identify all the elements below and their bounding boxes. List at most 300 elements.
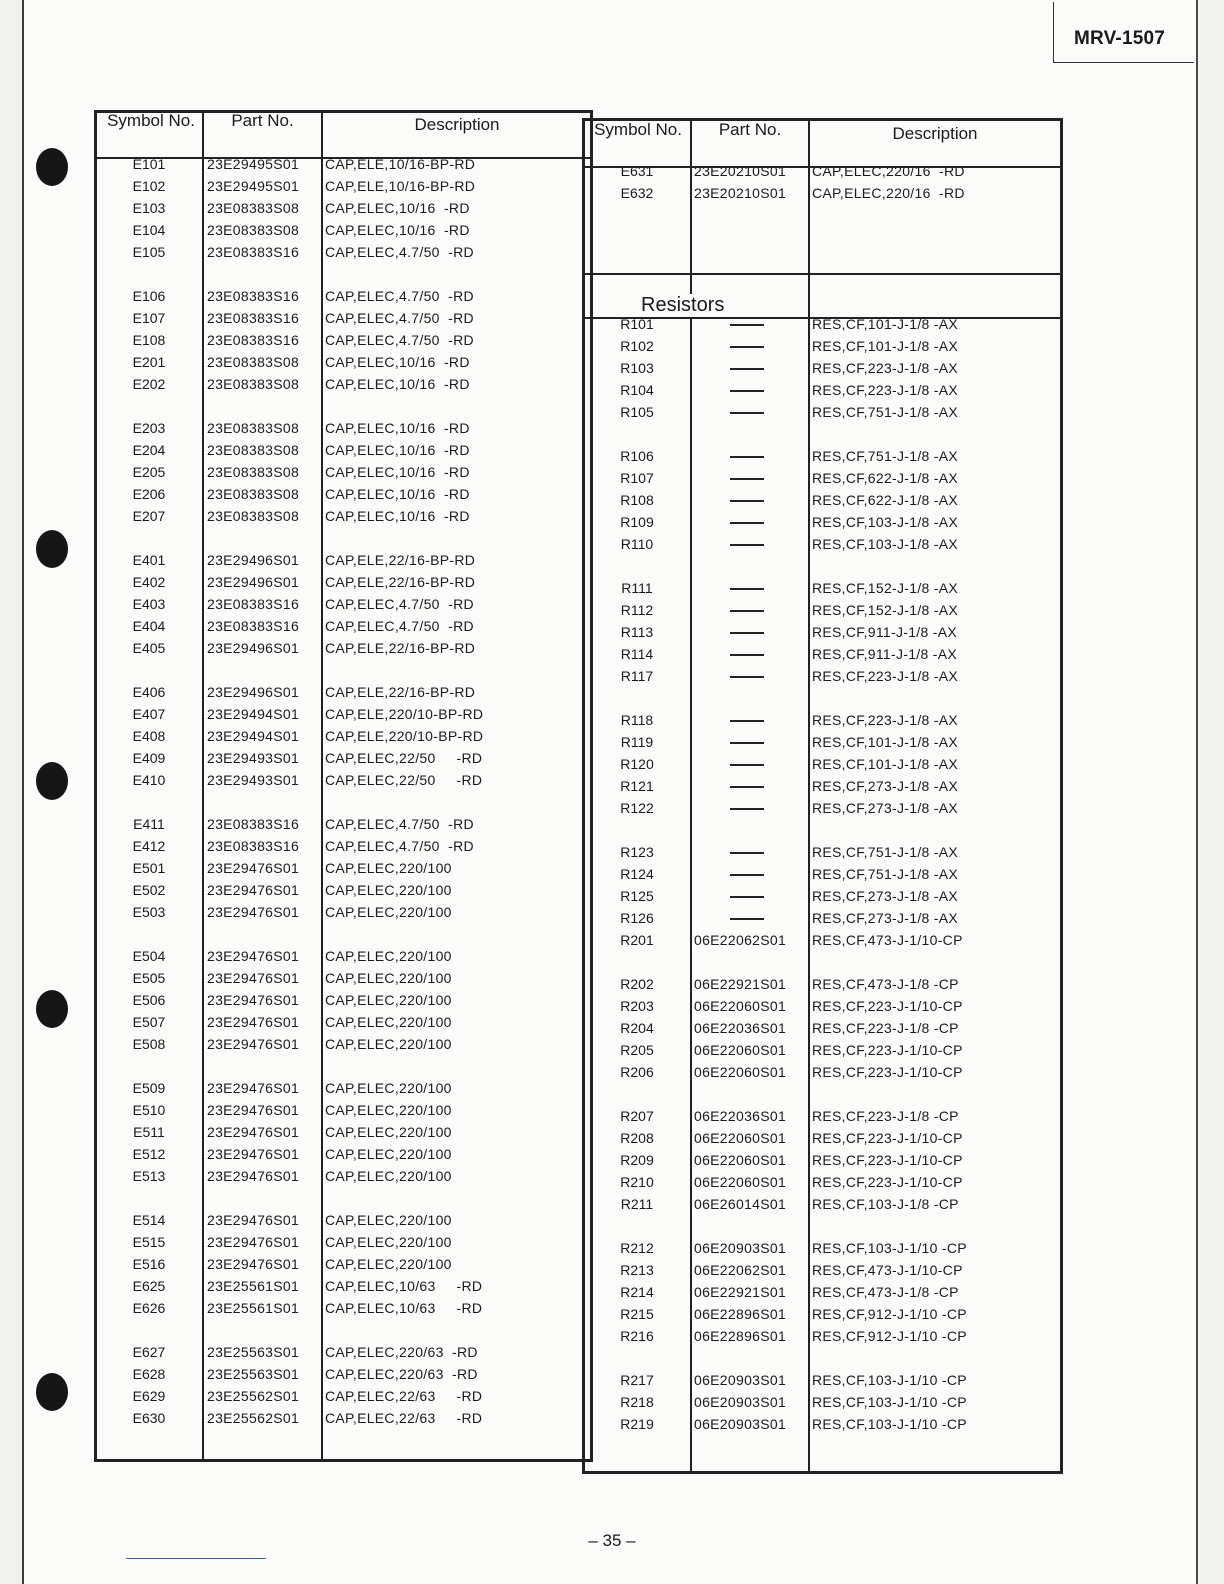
symbol-no: R126 — [620, 910, 654, 926]
symbol-no: E205 — [132, 464, 166, 480]
part-no: 23E08383S08 — [207, 222, 300, 238]
table-row — [585, 445, 1060, 467]
symbol-no: R109 — [620, 514, 654, 530]
table-row — [97, 879, 590, 901]
page-right-edge — [1196, 0, 1224, 1584]
symbol-no: E626 — [132, 1300, 166, 1316]
description: CAP,ELEC,4.7/50 -RD — [325, 244, 474, 260]
symbol-no: E103 — [132, 200, 166, 216]
table-row — [585, 1061, 1060, 1083]
part-no: 06E20903S01 — [694, 1372, 787, 1388]
symbol-no: E412 — [132, 838, 166, 854]
symbol-no: E502 — [132, 882, 166, 898]
symbol-no: E107 — [132, 310, 166, 326]
table-row — [97, 1033, 590, 1055]
symbol-no: E106 — [132, 288, 166, 304]
table-row — [585, 973, 1060, 995]
part-no: 23E29476S01 — [207, 860, 300, 876]
description: CAP,ELEC,220/100 — [325, 1080, 452, 1096]
part-no: 23E25562S01 — [207, 1410, 300, 1426]
table-row — [585, 401, 1060, 423]
description: CAP,ELEC,4.7/50 -RD — [325, 332, 474, 348]
description: CAP,ELE,10/16-BP-RD — [325, 156, 476, 172]
symbol-no: R216 — [620, 1328, 654, 1344]
symbol-no: R104 — [620, 382, 654, 398]
part-no: 23E08383S08 — [207, 376, 300, 392]
table-row — [585, 1325, 1060, 1347]
description: CAP,ELEC,10/16 -RD — [325, 420, 470, 436]
description: CAP,ELEC,220/63 -RD — [325, 1344, 478, 1360]
binder-hole — [36, 530, 68, 568]
table-row — [585, 1281, 1060, 1303]
table-row — [585, 1193, 1060, 1215]
symbol-no: E105 — [132, 244, 166, 260]
table-row — [585, 160, 1060, 182]
part-no: 06E22921S01 — [694, 976, 787, 992]
description: RES,CF,223-J-1/8 -AX — [812, 382, 959, 398]
symbol-no: R122 — [620, 800, 654, 816]
part-no: 23E29494S01 — [207, 728, 300, 744]
symbol-no: R205 — [620, 1042, 654, 1058]
part-no: 06E20903S01 — [694, 1240, 787, 1256]
symbol-no: R219 — [620, 1416, 654, 1432]
symbol-no: R108 — [620, 492, 654, 508]
part-no: 23E08383S16 — [207, 596, 300, 612]
no-part-dash — [730, 676, 764, 678]
description: CAP,ELEC,4.7/50 -RD — [325, 838, 474, 854]
part-no: 06E22060S01 — [694, 1174, 787, 1190]
table-row — [585, 511, 1060, 533]
part-no: 23E29476S01 — [207, 1036, 300, 1052]
model-number-box — [1053, 2, 1194, 63]
symbol-no: E625 — [132, 1278, 166, 1294]
symbol-no: E405 — [132, 640, 166, 656]
description: CAP,ELE,22/16-BP-RD — [325, 574, 476, 590]
part-no: 23E29496S01 — [207, 574, 300, 590]
table-row — [585, 313, 1060, 335]
table-row — [585, 1039, 1060, 1061]
no-part-dash — [730, 346, 764, 348]
symbol-no: E101 — [132, 156, 166, 172]
part-no: 23E29476S01 — [207, 904, 300, 920]
part-no: 23E29495S01 — [207, 156, 300, 172]
symbol-no: R120 — [620, 756, 654, 772]
description: CAP,ELEC,220/100 — [325, 948, 452, 964]
description: CAP,ELEC,22/50 -RD — [325, 750, 483, 766]
part-no: 23E29493S01 — [207, 772, 300, 788]
part-no: 06E20903S01 — [694, 1394, 787, 1410]
table-row — [97, 813, 590, 835]
no-part-dash — [730, 764, 764, 766]
section-title-resistors: Resistors — [637, 294, 728, 317]
part-no: 23E08383S08 — [207, 508, 300, 524]
symbol-no: R123 — [620, 844, 654, 860]
symbol-no: E505 — [132, 970, 166, 986]
description: CAP,ELEC,220/100 — [325, 1014, 452, 1030]
footer-mark — [126, 1558, 266, 1559]
part-no: 23E08383S16 — [207, 838, 300, 854]
table-row — [585, 841, 1060, 863]
description: CAP,ELEC,220/100 — [325, 1036, 452, 1052]
no-part-dash — [730, 324, 764, 326]
table-row — [97, 725, 590, 747]
symbol-no: R203 — [620, 998, 654, 1014]
description: RES,CF,911-J-1/8 -AX — [812, 646, 958, 662]
symbol-no: E202 — [132, 376, 166, 392]
part-no: 06E22062S01 — [694, 932, 787, 948]
symbol-no: R110 — [620, 536, 654, 552]
description: CAP,ELEC,4.7/50 -RD — [325, 310, 474, 326]
table-row — [585, 1017, 1060, 1039]
part-no: 06E22060S01 — [694, 1130, 787, 1146]
description: CAP,ELEC,220/100 — [325, 1168, 452, 1184]
description: RES,CF,751-J-1/8 -AX — [812, 866, 959, 882]
description: CAP,ELE,22/16-BP-RD — [325, 552, 476, 568]
description: CAP,ELEC,220/100 — [325, 904, 452, 920]
part-no: 23E29476S01 — [207, 1146, 300, 1162]
part-no: 23E25562S01 — [207, 1388, 300, 1404]
description: RES,CF,273-J-1/8 -AX — [812, 778, 959, 794]
description: CAP,ELEC,220/100 — [325, 970, 452, 986]
symbol-no: R207 — [620, 1108, 654, 1124]
table-row — [97, 703, 590, 725]
symbol-no: E402 — [132, 574, 166, 590]
symbol-no: R101 — [620, 316, 654, 332]
symbol-no: R204 — [620, 1020, 654, 1036]
symbol-no: E203 — [132, 420, 166, 436]
no-part-dash — [730, 632, 764, 634]
description: RES,CF,911-J-1/8 -AX — [812, 624, 958, 640]
part-no: 23E29476S01 — [207, 1014, 300, 1030]
symbol-no: E509 — [132, 1080, 166, 1096]
description: RES,CF,751-J-1/8 -AX — [812, 404, 959, 420]
description: RES,CF,152-J-1/8 -AX — [812, 602, 959, 618]
part-no: 23E29476S01 — [207, 992, 300, 1008]
part-no: 23E20210S01 — [694, 185, 787, 201]
table-row — [97, 967, 590, 989]
symbol-no: E404 — [132, 618, 166, 634]
model-number: MRV-1507 — [1074, 28, 1166, 49]
description: CAP,ELEC,220/100 — [325, 1234, 452, 1250]
description: RES,CF,103-J-1/10 -CP — [812, 1416, 967, 1432]
no-part-dash — [730, 368, 764, 370]
symbol-no: E503 — [132, 904, 166, 920]
symbol-no: E407 — [132, 706, 166, 722]
description: RES,CF,223-J-1/10-CP — [812, 1130, 963, 1146]
description: RES,CF,751-J-1/8 -AX — [812, 844, 959, 860]
table-row — [97, 945, 590, 967]
table-row — [585, 357, 1060, 379]
part-no: 23E08383S08 — [207, 200, 300, 216]
no-part-dash — [730, 390, 764, 392]
description: CAP,ELEC,220/100 — [325, 1256, 452, 1272]
description: RES,CF,273-J-1/8 -AX — [812, 888, 959, 904]
description: CAP,ELE,10/16-BP-RD — [325, 178, 476, 194]
part-no: 23E08383S16 — [207, 332, 300, 348]
part-no: 23E29494S01 — [207, 706, 300, 722]
table-row — [585, 1259, 1060, 1281]
part-no: 23E08383S08 — [207, 464, 300, 480]
part-no: 23E25563S01 — [207, 1366, 300, 1382]
no-part-dash — [730, 412, 764, 414]
section-rule — [585, 273, 1060, 275]
symbol-no: E408 — [132, 728, 166, 744]
symbol-no: E627 — [132, 1344, 166, 1360]
symbol-no: R212 — [620, 1240, 654, 1256]
symbol-no: E104 — [132, 222, 166, 238]
table-row — [97, 1143, 590, 1165]
table-row — [97, 1297, 590, 1319]
symbol-no: E515 — [132, 1234, 166, 1250]
no-part-dash — [730, 522, 764, 524]
part-no: 23E29476S01 — [207, 1168, 300, 1184]
symbol-no: R114 — [620, 646, 654, 662]
description: RES,CF,103-J-1/8 -CP — [812, 1196, 959, 1212]
symbol-no: R210 — [620, 1174, 654, 1190]
symbol-no: E630 — [132, 1410, 166, 1426]
symbol-no: E504 — [132, 948, 166, 964]
table-row — [97, 637, 590, 659]
header-description: Description — [892, 124, 978, 143]
part-no: 06E22060S01 — [694, 1152, 787, 1168]
table-row — [97, 1011, 590, 1033]
symbol-no: R124 — [620, 866, 654, 882]
symbol-no: E506 — [132, 992, 166, 1008]
header-part-no: Part No. — [231, 111, 294, 130]
symbol-no: R117 — [620, 668, 654, 684]
table-row — [585, 1171, 1060, 1193]
description: RES,CF,223-J-1/10-CP — [812, 998, 963, 1014]
table-row — [97, 483, 590, 505]
table-row — [585, 731, 1060, 753]
description: CAP,ELEC,10/16 -RD — [325, 442, 470, 458]
description: CAP,ELEC,220/100 — [325, 860, 452, 876]
no-part-dash — [730, 852, 764, 854]
table-row — [585, 1127, 1060, 1149]
table-row — [97, 461, 590, 483]
description: CAP,ELEC,4.7/50 -RD — [325, 288, 474, 304]
table-row — [97, 439, 590, 461]
table-row — [585, 599, 1060, 621]
description: RES,CF,273-J-1/8 -AX — [812, 800, 959, 816]
symbol-no: R218 — [620, 1394, 654, 1410]
table-row — [585, 1105, 1060, 1127]
no-part-dash — [730, 720, 764, 722]
part-no: 23E29476S01 — [207, 970, 300, 986]
description: CAP,ELEC,220/100 — [325, 1102, 452, 1118]
table-row — [97, 175, 590, 197]
part-no: 06E22062S01 — [694, 1262, 787, 1278]
table-row — [97, 1121, 590, 1143]
table-row — [585, 709, 1060, 731]
symbol-no: R112 — [620, 602, 654, 618]
symbol-no: R119 — [620, 734, 654, 750]
table-row — [585, 533, 1060, 555]
description: RES,CF,101-J-1/8 -AX — [812, 338, 959, 354]
description: RES,CF,473-J-1/10-CP — [812, 1262, 963, 1278]
symbol-no: R121 — [620, 778, 654, 794]
table-row — [97, 197, 590, 219]
part-no: 06E22060S01 — [694, 1064, 787, 1080]
symbol-no: E628 — [132, 1366, 166, 1382]
symbol-no: E632 — [620, 185, 654, 201]
parts-table-right — [582, 118, 1063, 1474]
symbol-no: E409 — [132, 750, 166, 766]
table-row — [585, 1413, 1060, 1435]
description: CAP,ELEC,220/16 -RD — [812, 185, 965, 201]
description: RES,CF,223-J-1/8 -AX — [812, 712, 959, 728]
description: CAP,ELEC,22/50 -RD — [325, 772, 483, 788]
binder-hole — [36, 990, 68, 1028]
no-part-dash — [730, 654, 764, 656]
part-no: 23E08383S16 — [207, 310, 300, 326]
description: CAP,ELEC,4.7/50 -RD — [325, 816, 474, 832]
table-row — [97, 1165, 590, 1187]
symbol-no: E108 — [132, 332, 166, 348]
description: CAP,ELEC,10/16 -RD — [325, 464, 470, 480]
symbol-no: E511 — [133, 1124, 165, 1140]
no-part-dash — [730, 808, 764, 810]
part-no: 06E20903S01 — [694, 1416, 787, 1432]
symbol-no: E410 — [132, 772, 166, 788]
header-description: Description — [414, 115, 500, 134]
symbol-no: E510 — [132, 1102, 166, 1118]
description: RES,CF,103-J-1/8 -AX — [812, 536, 959, 552]
table-row — [585, 797, 1060, 819]
symbol-no: E406 — [132, 684, 166, 700]
parts-table-left — [94, 110, 593, 1462]
no-part-dash — [730, 918, 764, 920]
table-row — [585, 1391, 1060, 1413]
description: CAP,ELEC,220/100 — [325, 882, 452, 898]
table-row — [97, 329, 590, 351]
part-no: 06E22036S01 — [694, 1108, 787, 1124]
symbol-no: R215 — [620, 1306, 654, 1322]
symbol-no: R201 — [620, 932, 654, 948]
part-no: 06E22060S01 — [694, 998, 787, 1014]
symbol-no: R125 — [620, 888, 654, 904]
symbol-no: E507 — [132, 1014, 166, 1030]
symbol-no: E411 — [133, 816, 165, 832]
part-no: 23E08383S16 — [207, 244, 300, 260]
header-symbol-no: Symbol No. — [594, 120, 682, 139]
part-no: 23E20210S01 — [694, 163, 787, 179]
table-row — [97, 901, 590, 923]
table-row — [97, 351, 590, 373]
table-row — [97, 285, 590, 307]
part-no: 23E08383S16 — [207, 288, 300, 304]
no-part-dash — [730, 874, 764, 876]
table-row — [97, 153, 590, 175]
part-no: 23E29496S01 — [207, 684, 300, 700]
part-no: 23E08383S08 — [207, 486, 300, 502]
description: CAP,ELEC,10/16 -RD — [325, 486, 470, 502]
no-part-dash — [730, 896, 764, 898]
table-row — [97, 681, 590, 703]
part-no: 23E08383S16 — [207, 816, 300, 832]
table-row — [97, 769, 590, 791]
description: RES,CF,223-J-1/8 -AX — [812, 668, 959, 684]
description: CAP,ELEC,22/63 -RD — [325, 1410, 483, 1426]
description: CAP,ELEC,10/16 -RD — [325, 354, 470, 370]
description: CAP,ELEC,4.7/50 -RD — [325, 618, 474, 634]
description: CAP,ELE,22/16-BP-RD — [325, 684, 476, 700]
description: CAP,ELEC,10/63 -RD — [325, 1278, 483, 1294]
symbol-no: R206 — [620, 1064, 654, 1080]
binder-hole — [36, 762, 68, 800]
table-row — [585, 1149, 1060, 1171]
table-row — [97, 593, 590, 615]
symbol-no: E629 — [132, 1388, 166, 1404]
description: RES,CF,751-J-1/8 -AX — [812, 448, 959, 464]
table-row — [585, 1303, 1060, 1325]
symbol-no: R111 — [621, 580, 653, 596]
table-row — [585, 1237, 1060, 1259]
no-part-dash — [730, 456, 764, 458]
header-symbol-no: Symbol No. — [107, 111, 195, 130]
table-row — [97, 835, 590, 857]
page-number: – 35 – — [588, 1531, 636, 1550]
part-no: 23E29476S01 — [207, 1234, 300, 1250]
description: CAP,ELEC,220/100 — [325, 1212, 452, 1228]
description: CAP,ELE,220/10-BP-RD — [325, 728, 484, 744]
symbol-no: R213 — [620, 1262, 654, 1278]
table-row — [585, 379, 1060, 401]
symbol-no: R105 — [620, 404, 654, 420]
table-row — [585, 775, 1060, 797]
part-no: 06E22896S01 — [694, 1328, 787, 1344]
part-no: 23E08383S08 — [207, 442, 300, 458]
part-no: 23E29476S01 — [207, 948, 300, 964]
symbol-no: R113 — [620, 624, 654, 640]
part-no: 23E29476S01 — [207, 1256, 300, 1272]
table-row — [585, 885, 1060, 907]
description: RES,CF,622-J-1/8 -AX — [812, 470, 959, 486]
table-row — [97, 1385, 590, 1407]
description: RES,CF,473-J-1/10-CP — [812, 932, 963, 948]
symbol-no: R214 — [620, 1284, 654, 1300]
description: RES,CF,103-J-1/10 -CP — [812, 1240, 967, 1256]
description: RES,CF,223-J-1/10-CP — [812, 1064, 963, 1080]
symbol-no: E403 — [132, 596, 166, 612]
description: RES,CF,223-J-1/10-CP — [812, 1174, 963, 1190]
table-row — [585, 577, 1060, 599]
symbol-no: R202 — [620, 976, 654, 992]
part-no: 06E22036S01 — [694, 1020, 787, 1036]
description: RES,CF,101-J-1/8 -AX — [812, 756, 959, 772]
table-row — [97, 549, 590, 571]
table-row — [585, 753, 1060, 775]
part-no: 23E29495S01 — [207, 178, 300, 194]
part-no: 23E29496S01 — [207, 552, 300, 568]
symbol-no: E207 — [132, 508, 166, 524]
description: CAP,ELEC,10/16 -RD — [325, 508, 470, 524]
description: CAP,ELEC,220/63 -RD — [325, 1366, 478, 1382]
description: RES,CF,103-J-1/8 -AX — [812, 514, 959, 530]
description: RES,CF,622-J-1/8 -AX — [812, 492, 959, 508]
no-part-dash — [730, 544, 764, 546]
description: RES,CF,473-J-1/8 -CP — [812, 976, 959, 992]
symbol-no: E401 — [132, 552, 166, 568]
part-no: 06E26014S01 — [694, 1196, 787, 1212]
binder-hole — [36, 1373, 68, 1411]
part-no: 23E29476S01 — [207, 1212, 300, 1228]
description: RES,CF,223-J-1/10-CP — [812, 1042, 963, 1058]
part-no: 06E22060S01 — [694, 1042, 787, 1058]
description: CAP,ELEC,220/100 — [325, 992, 452, 1008]
table-row — [97, 989, 590, 1011]
description: CAP,ELEC,10/16 -RD — [325, 222, 470, 238]
